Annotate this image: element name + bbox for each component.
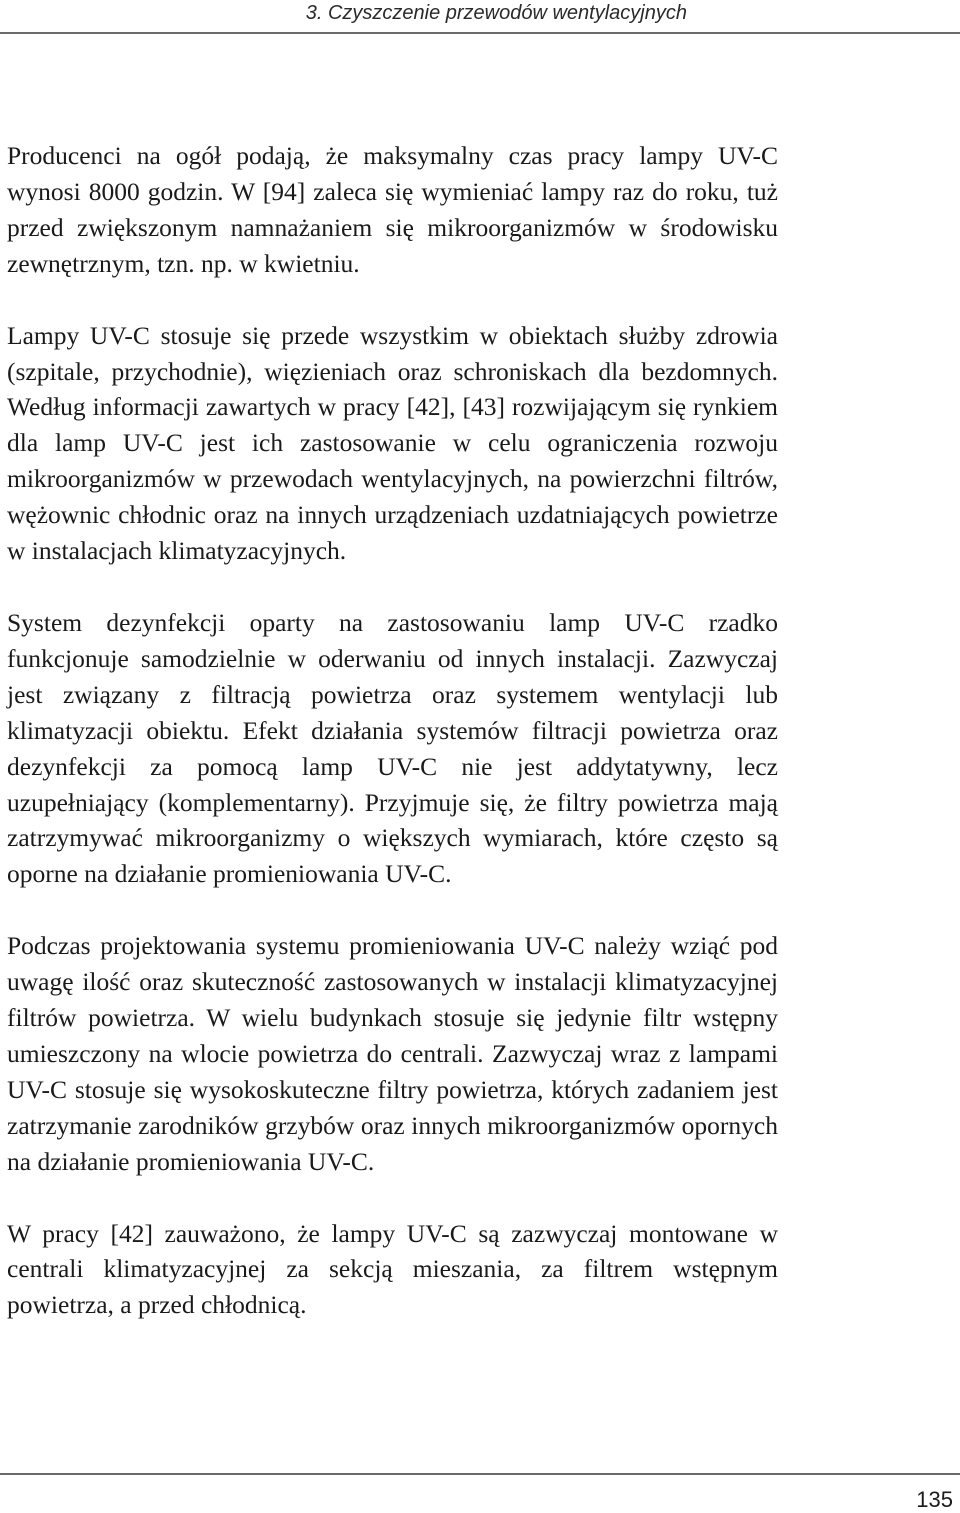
running-header [0,0,960,34]
paragraph-2: Lampy UV-C stosuje się przede wszystkim w obiektach służby zdrowia (szpitale, przychodnie), więzieniach oraz schroniskach dla bezdomnych. Według informacji zawartych w pracy [42], [43] rozwijającym się rynkiem dla lamp UV-C jest ich zastosowanie w celu ograniczenia rozwoju mikroorganizmów w przewodach wentylacyjnych, na powierzchni filtrów, wężownic chłodnic oraz na innych urządzeniach uzdatniających powietrze w instalacjach klimatyzacyjnych. [7,320,778,566]
paragraph-5: W pracy [42] zauważono, że lampy UV-C są zazwyczaj montowane w centrali klimatyzacyjnej za sekcją mieszania, za filtrem wstępnym powietrza, a przed chłodnicą. [7,1218,778,1320]
paragraph-3: System dezynfekcji oparty na zastosowaniu lamp UV-C rzadko funkcjonuje samodzielnie w oderwaniu od innych instalacji. Zazwyczaj jest związany z filtracją powietrza oraz systemem wentylacji lub klimatyzacji obiektu. Efekt działania systemów filtracji powietrza oraz dezynfekcji za pomocą lamp UV-C nie jest addytatywny, lecz uzupełniający (komplementarny). Przyjmuje się, że filtry powietrza mają zatrzymywać mikroorganizmy o większych wymiarach, które często są oporne na działanie promieniowania UV-C. [7,607,778,889]
chapter-title: 3. Czyszczenie przewodów wentylacyjnych [305,2,687,24]
paragraph-1: Producenci na ogół podają, że maksymalny czas pracy lampy UV-C wynosi 8000 godzin. W [94] zaleca się wymieniać lampy raz do roku, tuż przed zwiększonym namnażaniem się mikroorganizmów w środowisku zewnętrznym, tzn. np. w kwietniu. [7,141,778,278]
running-footer [0,1473,960,1513]
page-number: 135 [916,1487,953,1512]
body-text [7,138,778,1359]
paragraph-4: Podczas projektowania systemu promieniowania UV-C należy wziąć pod uwagę ilość oraz skuteczność zastosowanych w instalacji klimatyzacyjnej filtrów powietrza. W wielu budynkach stosuje się jedynie filtr wstępny umieszczony na wlocie powietrza do centrali. Zazwyczaj wraz z lampami UV-C stosuje się wysokoskuteczne filtry powietrza, których zadaniem jest zatrzymanie zarodników grzybów oraz innych mikroorganizmów opornych na działanie promieniowania UV-C. [7,931,778,1176]
